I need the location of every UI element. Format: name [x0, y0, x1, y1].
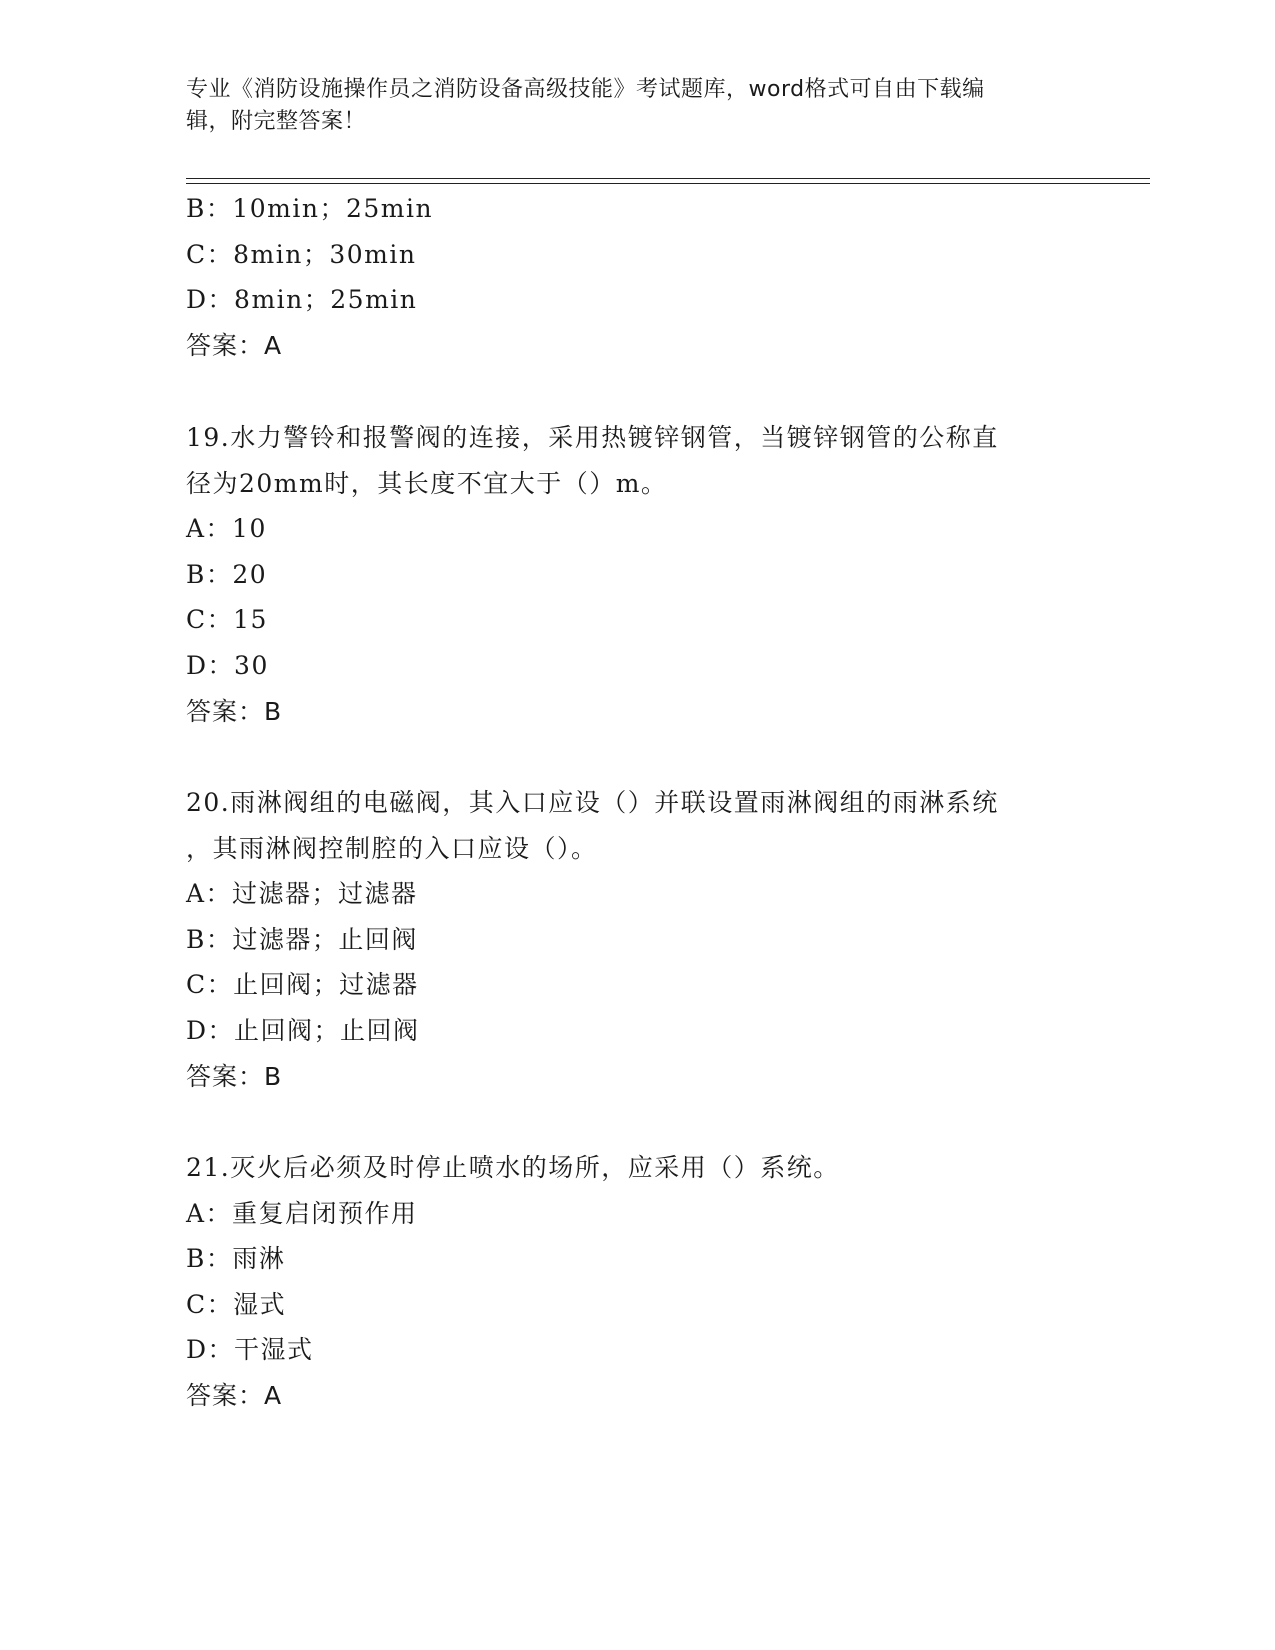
header-divider-bottom	[186, 183, 1150, 184]
option-d: D：止回阀；止回阀	[186, 1015, 420, 1045]
option-c: C：止回阀；过滤器	[186, 970, 419, 1000]
question-text-line-1: 21.灭火后必须及时停止喷水的场所，应采用（）系统。	[186, 1153, 840, 1182]
option-d: D：30	[186, 650, 269, 680]
option-d: D：干湿式	[186, 1335, 314, 1365]
option-b: B：雨淋	[186, 1244, 286, 1274]
header-divider-top	[186, 178, 1150, 179]
header-line-2: 辑，附完整答案！	[186, 109, 367, 134]
document-header	[186, 74, 1086, 138]
header-line-1: 专业《消防设施操作员之消防设备高级技能》考试题库，word格式可自由下载编	[186, 77, 985, 102]
option-a: A：10	[186, 514, 267, 544]
option-b: B：20	[186, 559, 268, 589]
question-carryover	[186, 186, 1066, 368]
option-c: C：15	[186, 605, 268, 635]
option-b: B：10min；25min	[186, 194, 434, 223]
option-b: B：过滤器；止回阀	[186, 924, 418, 954]
option-a: A：重复启闭预作用	[186, 1198, 418, 1228]
question-20	[186, 780, 1066, 1099]
answer: 答案：A	[186, 1380, 283, 1410]
question-text-line-2: ，其雨淋阀控制腔的入口应设（）。	[186, 833, 598, 863]
answer: 答案：B	[186, 696, 283, 726]
option-c: C：8min；30min	[186, 239, 417, 269]
answer: 答案：A	[186, 330, 283, 360]
option-c: C：湿式	[186, 1289, 287, 1319]
answer: 答案：B	[186, 1061, 283, 1091]
question-21	[186, 1145, 1066, 1419]
question-text-line-2: 径为20mm时，其长度不宜大于（）m。	[186, 468, 668, 498]
option-a: A：过滤器；过滤器	[186, 879, 418, 909]
question-text-line-1: 20.雨淋阀组的电磁阀，其入口应设（）并联设置雨淋阀组的雨淋系统	[186, 788, 999, 817]
option-d: D：8min；25min	[186, 285, 418, 315]
question-19	[186, 415, 1066, 734]
question-text-line-1: 19.水力警铃和报警阀的连接，采用热镀锌钢管，当镀锌钢管的公称直	[186, 423, 999, 452]
